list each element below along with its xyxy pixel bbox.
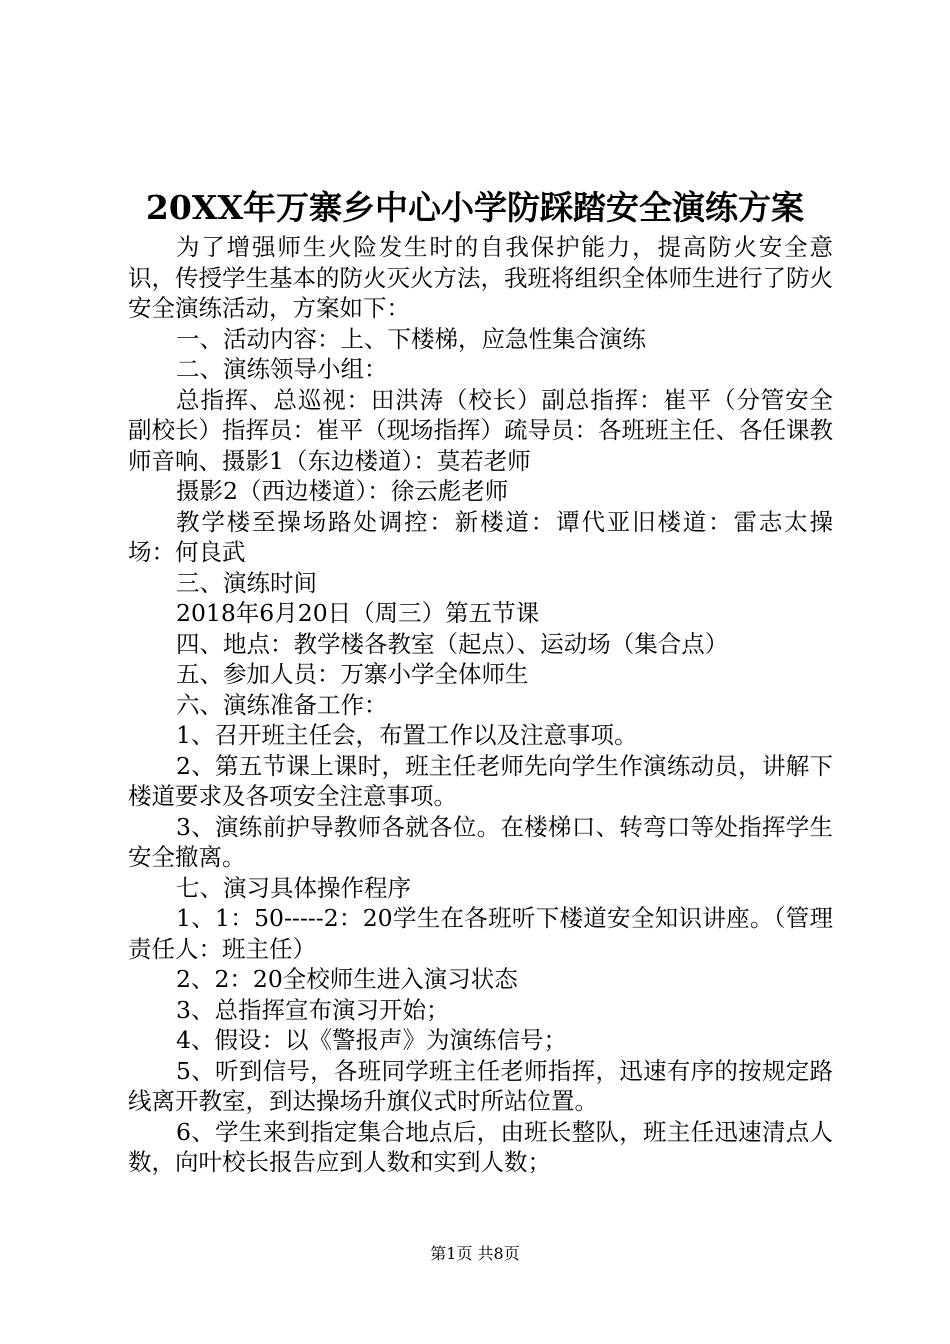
paragraph-location: 四、地点：教学楼各教室（起点）、运动场（集合点） xyxy=(176,629,729,658)
paragraph-procedure-1: 1、1：50-----2：20学生在各班听下楼道安全知识讲座。（管理责任人：班主任） xyxy=(128,904,833,963)
paragraph-procedure-heading: 七、演习具体操作程序 xyxy=(176,873,411,902)
paragraph-procedure-6: 6、学生来到指定集合地点后，由班长整队，班主任迅速清点人数，向叶校长报告应到人数和实到人数； xyxy=(128,1117,833,1176)
page-number-footer: 第1页 共8页 xyxy=(430,1244,520,1263)
paragraph-procedure-3: 3、总指挥宣布演习开始； xyxy=(176,995,450,1024)
paragraph-preparation-1: 1、召开班主任会，布置工作以及注意事项。 xyxy=(176,721,638,749)
paragraph-procedure-5: 5、听到信号，各班同学班主任老师指挥，迅速有序的按规定路线离开教室，到达操场升旗仪式时所站位置。 xyxy=(128,1056,833,1115)
paragraph-route-control: 教学楼至操场路处调控：新楼道：谭代亚旧楼道：雷志太操场：何良武 xyxy=(128,507,833,566)
paragraph-participants: 五、参加人员：万寨小学全体师生 xyxy=(176,660,529,688)
paragraph-time-heading: 三、演练时间 xyxy=(176,568,317,597)
paragraph-preparation-heading: 六、演练准备工作： xyxy=(176,690,388,719)
paragraph-leadership-members: 总指挥、总巡视：田洪涛（校长）副总指挥：崔平（分管安全副校长）指挥员：崔平（现场指挥）疏导员：各班班主任、各任课教师音响、摄影1（东边楼道）：莫若老师 xyxy=(128,385,833,475)
paragraph-leadership-heading: 二、演练领导小组： xyxy=(176,355,388,383)
paragraph-preparation-2: 2、第五节课上课时，班主任老师先向学生作演练动员，讲解下楼道要求及各项安全注意事项。 xyxy=(128,751,833,810)
paragraph-intro: 为了增强师生火险发生时的自我保护能力，提高防火安全意识，传授学生基本的防火灭火方法，我班将组织全体师生进行了防火安全演练活动，方案如下： xyxy=(128,233,833,322)
paragraph-activity-content: 一、活动内容：上、下楼梯，应急性集合演练 xyxy=(176,324,646,353)
paragraph-procedure-2: 2、2：20全校师生进入演习状态 xyxy=(176,965,518,993)
document-body xyxy=(128,232,833,1178)
document-title: 20XX年万寨乡中心小学防踩踏安全演练方案 xyxy=(145,188,805,227)
paragraph-procedure-4: 4、假设：以《警报声》为演练信号； xyxy=(176,1026,567,1054)
paragraph-photographer-2: 摄影2（西边楼道）：徐云彪老师 xyxy=(176,477,509,505)
paragraph-time-value: 2018年6月20日（周三）第五节课 xyxy=(176,599,540,627)
paragraph-preparation-3: 3、演练前护导教师各就各位。在楼梯口、转弯口等处指挥学生安全撤离。 xyxy=(128,812,833,871)
